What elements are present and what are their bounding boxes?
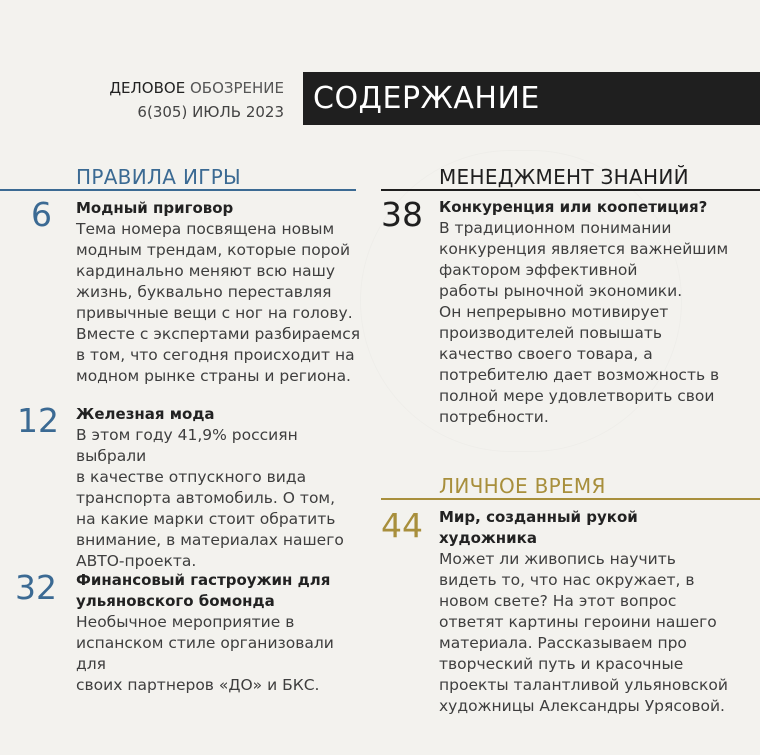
section-heading-rules: ПРАВИЛА ИГРЫ	[76, 165, 242, 189]
magazine-name-part2: ОБОЗРЕНИЕ	[189, 79, 284, 97]
title-line: Финансовый гастроужин для	[76, 571, 331, 589]
body-line: АВТО-проекта.	[76, 552, 197, 570]
body-line: жизнь, буквально переставляя	[76, 283, 332, 301]
section-rule-knowledge	[381, 189, 760, 191]
body-line: потребности.	[439, 408, 549, 426]
page-number: 38	[381, 195, 423, 234]
body-line: на какие марки стоит обратить	[76, 510, 336, 528]
body-line: Вместе с экспертами разбираемся	[76, 325, 361, 343]
entry-description	[76, 425, 366, 572]
section-rule-rules	[0, 189, 356, 191]
entry-title: Железная мода	[76, 405, 215, 423]
body-line: В этом году 41,9% россиян выбрали	[76, 426, 298, 465]
body-line: потребителю дает возможность в	[439, 366, 720, 384]
page-title: СОДЕРЖАНИЕ	[303, 72, 760, 125]
entry-title	[76, 570, 366, 612]
body-line: кардинально меняют всю нашу	[76, 262, 336, 280]
title-line: Мир, созданный рукой	[439, 508, 638, 526]
section-rule-leisure	[381, 498, 760, 500]
body-line: привычные вещи с ног на голову.	[76, 304, 353, 322]
body-line: качество своего товара, а	[439, 345, 653, 363]
entry-description	[439, 218, 757, 428]
body-line: Тема номера посвящена новым	[76, 220, 335, 238]
page-number: 44	[381, 506, 423, 545]
entry-title: Модный приговор	[76, 199, 234, 217]
entry-description	[76, 612, 366, 696]
page-number: 32	[15, 568, 57, 607]
page-number: 12	[17, 401, 59, 440]
toc-entry[interactable]	[439, 197, 757, 428]
masthead	[0, 76, 284, 124]
body-line: видеть то, что нас окружает, в	[439, 571, 695, 589]
body-line: работы рыночной экономики.	[439, 282, 683, 300]
entry-description	[76, 219, 366, 387]
toc-entry[interactable]	[76, 404, 366, 572]
title-line: ульяновского бомонда	[76, 592, 275, 610]
body-line: творческий путь и красочные	[439, 655, 684, 673]
body-line: ответят картины героини нашего	[439, 613, 717, 631]
body-line: новом свете? На этот вопрос	[439, 592, 677, 610]
body-line: модным трендам, которые порой	[76, 241, 351, 259]
body-line: в том, что сегодня происходит на	[76, 346, 355, 364]
body-line: проекты талантливой ульяновской	[439, 676, 728, 694]
body-line: материала. Рассказываем про	[439, 634, 687, 652]
body-line: полной мере удовлетворить свои	[439, 387, 715, 405]
body-line: Может ли живопись научить	[439, 550, 676, 568]
entry-title	[439, 507, 757, 549]
section-heading-knowledge: МЕНЕДЖМЕНТ ЗНАНИЙ	[439, 165, 689, 189]
body-line: внимание, в материалах нашего	[76, 531, 344, 549]
body-line: Он непрерывно мотивирует	[439, 303, 669, 321]
body-line: своих партнеров «ДО» и БКС.	[76, 676, 320, 694]
body-line: транспорта автомобиль. О том,	[76, 489, 336, 507]
body-line: Необычное мероприятие в	[76, 613, 295, 631]
magazine-name-part1: ДЕЛОВОЕ	[109, 79, 186, 97]
issue-info: 6(305) ИЮЛЬ 2023	[137, 103, 284, 121]
body-line: модном рынке страны и региона.	[76, 367, 351, 385]
body-line: в качестве отпускного вида	[76, 468, 307, 486]
body-line: производителей повышать	[439, 324, 663, 342]
entry-title: Конкуренция или коопетиция?	[439, 198, 708, 216]
entry-description	[439, 549, 757, 717]
body-line: художницы Александры Урясовой.	[439, 697, 725, 715]
section-heading-leisure: ЛИЧНОЕ ВРЕМЯ	[439, 474, 606, 498]
toc-entry[interactable]	[439, 507, 757, 717]
magazine-name	[0, 76, 284, 100]
body-line: фактором эффективной	[439, 261, 638, 279]
title-line: художника	[439, 529, 537, 547]
toc-entry[interactable]	[76, 570, 366, 696]
body-line: В традиционном понимании	[439, 219, 672, 237]
body-line: испанском стиле организовали для	[76, 634, 334, 673]
body-line: конкуренция является важнейшим	[439, 240, 729, 258]
toc-entry[interactable]	[76, 198, 366, 387]
page-number: 6	[31, 195, 52, 234]
